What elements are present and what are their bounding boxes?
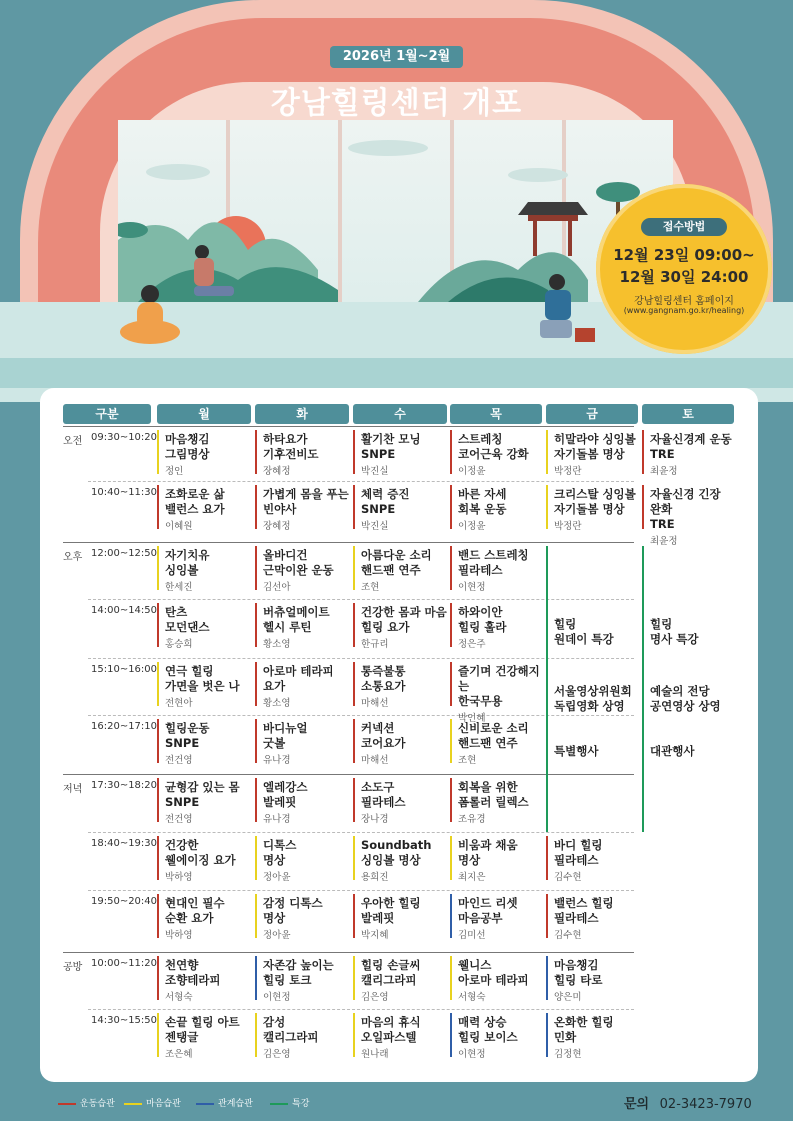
- instructor: 정아윤: [263, 930, 291, 941]
- class-cell[interactable]: [255, 958, 349, 1003]
- class-cell[interactable]: [255, 487, 349, 532]
- header-3: 수: [353, 404, 447, 424]
- class-title: 연극 힐링 가면을 벗은 나: [165, 664, 240, 693]
- sat-special-bar: [642, 546, 644, 832]
- class-cell[interactable]: [157, 487, 251, 532]
- legend-item: [124, 1096, 181, 1109]
- header-1: 월: [157, 404, 251, 424]
- instructor: 장혜정: [263, 466, 291, 477]
- class-cell[interactable]: [255, 432, 349, 477]
- time-slot: 09:30~10:20: [91, 432, 158, 443]
- class-title: 신비로운 소리 핸드팬 연주: [458, 721, 529, 750]
- class-cell[interactable]: [255, 605, 349, 650]
- instructor: 박정란: [554, 521, 582, 532]
- instructor: 이정윤: [458, 466, 486, 477]
- legend-label: 관계습관: [218, 1099, 253, 1109]
- class-title: 손끝 힐링 아트 젠탱글: [165, 1015, 240, 1044]
- class-cell[interactable]: [450, 721, 542, 766]
- header-6: 토: [642, 404, 734, 424]
- class-cell[interactable]: [450, 1015, 542, 1060]
- class-cell[interactable]: [353, 1015, 447, 1060]
- instructor: 용희진: [361, 872, 389, 883]
- fri-special-item[interactable]: 서울영상위원회 독립영화 상영: [554, 684, 632, 713]
- class-cell[interactable]: [353, 548, 447, 593]
- section-label: 저녁: [63, 784, 83, 795]
- registration-url[interactable]: (www.gangnam.go.kr/healing): [623, 306, 745, 315]
- instructor: 김은영: [263, 1049, 291, 1060]
- instructor: 이혜원: [165, 521, 193, 532]
- floor-shadow: [0, 358, 793, 388]
- class-cell[interactable]: [157, 780, 251, 825]
- time-slot: 14:00~14:50: [91, 605, 158, 616]
- class-cell[interactable]: [255, 548, 349, 593]
- class-cell[interactable]: [450, 664, 542, 724]
- instructor: 김수현: [554, 872, 582, 883]
- legend-swatch: [58, 1103, 76, 1105]
- instructor: 김수현: [554, 930, 582, 941]
- instructor: 이정윤: [458, 521, 486, 532]
- instructor: 최윤정: [650, 466, 678, 477]
- class-cell[interactable]: [255, 664, 349, 709]
- class-title: 바디 힐링 필라테스: [554, 838, 603, 867]
- class-cell[interactable]: [546, 487, 638, 532]
- class-cell[interactable]: [546, 838, 638, 883]
- instructor: 박하영: [165, 872, 193, 883]
- instructor: 박지혜: [361, 930, 389, 941]
- class-cell[interactable]: [157, 958, 251, 1003]
- instructor: 조현: [361, 582, 380, 593]
- class-title: 마음챙김 힐링 타로: [554, 958, 603, 987]
- instructor: 전현아: [165, 698, 193, 709]
- class-cell[interactable]: [450, 487, 542, 532]
- instructor: 박하영: [165, 930, 193, 941]
- class-title: 바디뉴얼 굿볼: [263, 721, 308, 750]
- time-slot: 12:00~12:50: [91, 548, 158, 559]
- time-slot: 14:30~15:50: [91, 1015, 158, 1026]
- class-title: 밸런스 힐링 필라테스: [554, 896, 614, 925]
- class-title: 자존감 높이는 힐링 토크: [263, 958, 334, 987]
- instructor: 마해선: [361, 698, 389, 709]
- instructor: 이현정: [458, 582, 486, 593]
- time-slot: 18:40~19:30: [91, 838, 158, 849]
- class-title: 감성 캘리그라피: [263, 1015, 319, 1044]
- instructor: 김미선: [458, 930, 486, 941]
- registration-start: 12월 23일 09:00~: [613, 246, 755, 264]
- instructor: 박진실: [361, 466, 389, 477]
- instructor: 전건영: [165, 814, 193, 825]
- class-cell[interactable]: [450, 432, 542, 477]
- class-title: 하와이안 힐링 훌라: [458, 605, 507, 634]
- class-title: 마음의 휴식 오일파스텔: [361, 1015, 421, 1044]
- time-slot: 10:00~11:20: [91, 958, 158, 969]
- class-title: 천연향 조향테라피: [165, 958, 221, 987]
- instructor: 이현정: [263, 992, 291, 1003]
- class-title: 하타요가 기후전비도: [263, 432, 319, 461]
- row-divider: [88, 599, 634, 600]
- instructor: 황소영: [263, 639, 291, 650]
- class-title: 커넥션 코어요가: [361, 721, 406, 750]
- legend-label: 특강: [292, 1099, 310, 1109]
- legend-swatch: [196, 1103, 214, 1105]
- contact-phone[interactable]: 02-3423-7970: [659, 1097, 752, 1112]
- instructor: 김은영: [361, 992, 389, 1003]
- legend-swatch: [124, 1103, 142, 1105]
- instructor: 조현: [458, 755, 477, 766]
- fri-special-bar: [546, 546, 548, 832]
- row-divider: [88, 890, 634, 891]
- instructor: 장혜정: [263, 521, 291, 532]
- instructor: 전건영: [165, 755, 193, 766]
- section-divider: [63, 952, 634, 953]
- instructor: 한세진: [165, 582, 193, 593]
- class-cell[interactable]: [255, 780, 349, 825]
- fri-special-item[interactable]: 특별행사: [554, 744, 599, 758]
- class-title: 디톡스 명상: [263, 838, 297, 867]
- class-cell[interactable]: [157, 548, 251, 593]
- class-cell[interactable]: [546, 958, 638, 1003]
- class-title: 현대인 필수 순환 요가: [165, 896, 225, 925]
- class-cell[interactable]: [255, 1015, 349, 1060]
- section-label: 오후: [63, 552, 83, 563]
- instructor: 최지은: [458, 872, 486, 883]
- instructor: 박정란: [554, 466, 582, 477]
- class-title: 즐기며 건강해지는 한국무용: [458, 664, 540, 708]
- class-title: 히말라야 싱잉볼 자기돌봄 명상: [554, 432, 636, 461]
- instructor: 유나경: [263, 755, 291, 766]
- class-cell[interactable]: [157, 605, 251, 650]
- legend-swatch: [270, 1103, 288, 1105]
- legend-item: [270, 1096, 309, 1109]
- class-title: 올바디건 근막이완 운동: [263, 548, 334, 577]
- class-cell[interactable]: [353, 432, 447, 477]
- class-cell[interactable]: [157, 664, 251, 709]
- sat-special-item[interactable]: 힐링 명사 특강: [650, 617, 699, 646]
- class-cell[interactable]: [157, 721, 251, 766]
- section-divider: [63, 542, 634, 543]
- instructor: 서형숙: [458, 992, 486, 1003]
- registration-badge: [596, 184, 772, 354]
- header-0: 구분: [63, 404, 151, 424]
- instructor: 김선아: [263, 582, 291, 593]
- class-title: 회복을 위한 폼롤러 릴렉스: [458, 780, 529, 809]
- class-title: 밴드 스트레칭 필라테스: [458, 548, 529, 577]
- legend-item: [58, 1096, 115, 1109]
- class-cell[interactable]: [157, 1015, 251, 1060]
- class-title: 힐링운동 SNPE: [165, 721, 210, 750]
- class-title: 아름다운 소리 핸드팬 연주: [361, 548, 432, 577]
- fri-special-item[interactable]: 힐링 원데이 특강: [554, 617, 614, 646]
- class-cell[interactable]: [255, 721, 349, 766]
- period-badge: 2026년 1월~2월: [330, 46, 463, 68]
- class-title: 활기찬 모닝 SNPE: [361, 432, 421, 461]
- header-2: 화: [255, 404, 349, 424]
- class-title: 버츄얼메이트 헬시 루틴: [263, 605, 330, 634]
- class-cell[interactable]: [157, 838, 251, 883]
- legend-item: [196, 1096, 253, 1109]
- class-title: Soundbath 싱잉볼 명상: [361, 838, 432, 867]
- row-divider: [88, 715, 634, 716]
- class-title: 웰니스 아로마 테라피: [458, 958, 529, 987]
- class-cell[interactable]: [353, 958, 447, 1003]
- instructor: 조유경: [458, 814, 486, 825]
- time-slot: 17:30~18:20: [91, 780, 158, 791]
- class-cell[interactable]: [642, 487, 734, 547]
- class-cell[interactable]: [353, 896, 447, 941]
- class-title: 균형감 있는 몸 SNPE: [165, 780, 240, 809]
- instructor: 이현정: [458, 1049, 486, 1060]
- class-title: 마음챙김 그림명상: [165, 432, 210, 461]
- class-cell[interactable]: [450, 605, 542, 650]
- instructor: 박진실: [361, 521, 389, 532]
- instructor: 장나경: [361, 814, 389, 825]
- instructor: 마해선: [361, 755, 389, 766]
- class-cell[interactable]: [450, 838, 542, 883]
- section-divider: [63, 774, 634, 775]
- time-slot: 10:40~11:30: [91, 487, 158, 498]
- instructor: 한규리: [361, 639, 389, 650]
- instructor: 양은미: [554, 992, 582, 1003]
- row-divider: [88, 832, 634, 833]
- header-4: 목: [450, 404, 542, 424]
- contact-label: 문의: [624, 1097, 650, 1112]
- time-slot: 19:50~20:40: [91, 896, 158, 907]
- class-cell[interactable]: [642, 432, 734, 477]
- sat-special-item[interactable]: 예술의 전당 공연영상 상영: [650, 684, 721, 713]
- row-divider: [88, 481, 634, 482]
- class-title: 크리스탈 싱잉볼 자기돌봄 명상: [554, 487, 636, 516]
- class-title: 소도구 필라테스: [361, 780, 406, 809]
- instructor: 김정현: [554, 1049, 582, 1060]
- class-title: 건강한 웰에이징 요가: [165, 838, 236, 867]
- instructor: 조은혜: [165, 1049, 193, 1060]
- reading-figure-illustration: [525, 270, 595, 345]
- instructor: 박인혜: [458, 713, 486, 724]
- class-cell[interactable]: [353, 838, 447, 883]
- class-title: 바른 자세 회복 운동: [458, 487, 507, 516]
- class-title: 건강한 몸과 마음 힐링 요가: [361, 605, 447, 634]
- class-cell[interactable]: [353, 664, 447, 709]
- class-cell[interactable]: [450, 896, 542, 941]
- contact: [624, 1093, 752, 1112]
- legend-label: 마음습관: [146, 1099, 181, 1109]
- instructor: 원나래: [361, 1049, 389, 1060]
- section-label: 오전: [63, 436, 83, 447]
- class-title: 자율신경 긴장 완화 TRE: [650, 487, 721, 531]
- class-cell[interactable]: [450, 548, 542, 593]
- class-cell[interactable]: [157, 432, 251, 477]
- class-title: 자기치유 싱잉볼: [165, 548, 210, 577]
- class-title: 탄츠 모던댄스: [165, 605, 210, 634]
- class-title: 힐링 손글씨 캘리그라피: [361, 958, 421, 987]
- header-5: 금: [546, 404, 638, 424]
- class-cell[interactable]: [353, 487, 447, 532]
- class-title: 자율신경계 운동 TRE: [650, 432, 732, 461]
- row-divider: [88, 658, 634, 659]
- sat-special-item[interactable]: 대관행사: [650, 744, 695, 758]
- class-title: 가볍게 몸을 푸는 빈야사: [263, 487, 349, 516]
- class-title: 비움과 채움 명상: [458, 838, 518, 867]
- time-slot: 16:20~17:10: [91, 721, 158, 732]
- class-cell[interactable]: [450, 780, 542, 825]
- section-label: 공방: [63, 962, 83, 973]
- class-title: 마인드 리셋 마음공부: [458, 896, 518, 925]
- instructor: 홍승희: [165, 639, 193, 650]
- section-divider: [63, 426, 634, 427]
- registration-label: 접수방법: [641, 218, 727, 236]
- class-cell[interactable]: [255, 838, 349, 883]
- class-cell[interactable]: [353, 780, 447, 825]
- page-title: 강남힐링센터 개포: [270, 86, 523, 121]
- class-title: 조화로운 삶 밸런스 요가: [165, 487, 225, 516]
- class-cell[interactable]: [546, 432, 638, 477]
- instructor: 최윤정: [650, 536, 678, 547]
- class-cell[interactable]: [546, 896, 638, 941]
- class-cell[interactable]: [157, 896, 251, 941]
- instructor: 유나경: [263, 814, 291, 825]
- class-title: 통즉불통 소통요가: [361, 664, 406, 693]
- legend-label: 운동습관: [80, 1099, 115, 1109]
- class-title: 엘레강스 발레핏: [263, 780, 308, 809]
- class-cell[interactable]: [353, 605, 447, 650]
- class-title: 우아한 힐링 발레핏: [361, 896, 421, 925]
- yoga-figure-illustration: [180, 240, 250, 320]
- row-divider: [88, 1009, 634, 1010]
- instructor: 정은주: [458, 639, 486, 650]
- class-title: 감정 디톡스 명상: [263, 896, 323, 925]
- class-cell[interactable]: [353, 721, 447, 766]
- instructor: 황소영: [263, 698, 291, 709]
- class-title: 매력 상승 힐링 보이스: [458, 1015, 518, 1044]
- registration-end: 12월 30일 24:00: [619, 268, 749, 286]
- instructor: 정인: [165, 466, 184, 477]
- class-title: 온화한 힐링 민화: [554, 1015, 614, 1044]
- class-title: 스트레칭 코어근육 강화: [458, 432, 529, 461]
- class-cell[interactable]: [450, 958, 542, 1003]
- instructor: 서형숙: [165, 992, 193, 1003]
- class-title: 체력 증진 SNPE: [361, 487, 410, 516]
- time-slot: 15:10~16:00: [91, 664, 158, 675]
- class-cell[interactable]: [255, 896, 349, 941]
- registration-where: 강남힐링센터 홈페이지: [634, 296, 734, 307]
- instructor: 정아윤: [263, 872, 291, 883]
- class-title: 아로마 테라피 요가: [263, 664, 334, 693]
- class-cell[interactable]: [546, 1015, 638, 1060]
